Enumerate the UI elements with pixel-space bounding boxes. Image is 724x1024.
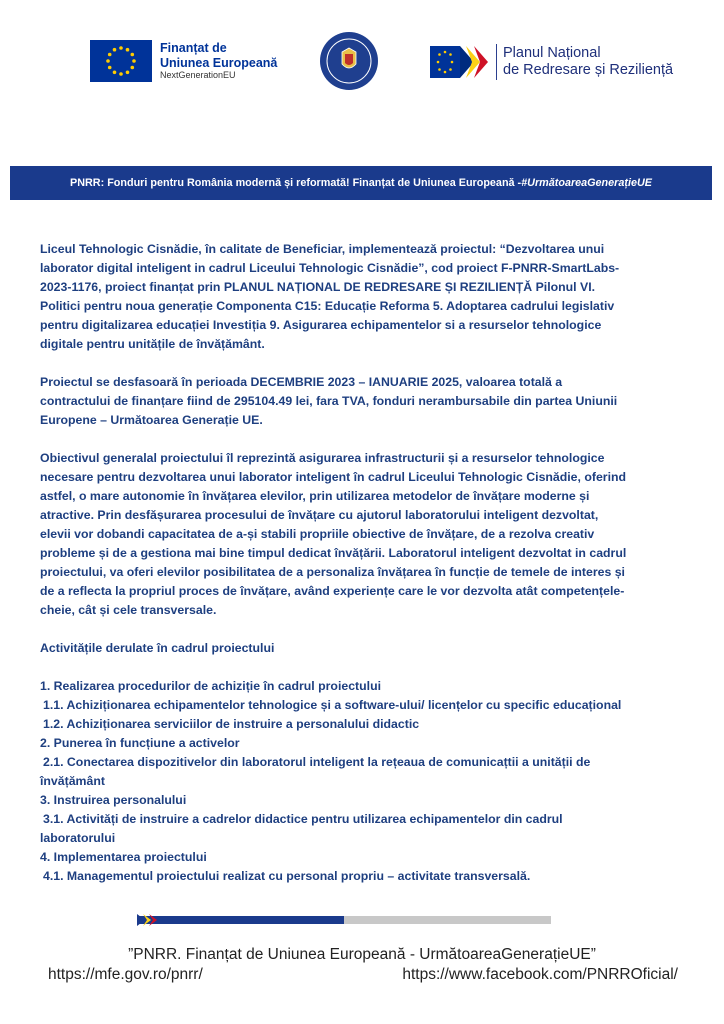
banner-text: PNRR: Fonduri pentru România modernă și reformată! Finanțat de Uniunea Europeană - bbox=[70, 177, 522, 189]
activity-line: 1.1. Achiziționarea echipamentelor tehnologice și a software-ului/ licențelor cu specific educațional bbox=[43, 698, 622, 712]
chevron-arrow-icon bbox=[137, 914, 159, 926]
text-line: probleme și de a gestiona mai bine timpul dedicat învățării. Laboratorul inteligent dezvoltat in cadrul bbox=[40, 546, 627, 560]
text-line: digitale pentru unitățile de învățământ. bbox=[40, 337, 265, 351]
paragraph-objective bbox=[40, 449, 690, 620]
pnrr-logo-line1: Planul Național bbox=[503, 45, 601, 62]
eu-logo-line3: NextGenerationEU bbox=[160, 70, 236, 81]
text-line: Politici pentru noua generație Componenta C15: Educație Reforma 5. Adoptarea cadrului legislativ bbox=[40, 299, 615, 313]
activity-line: învățământ bbox=[40, 774, 105, 788]
footer-links bbox=[48, 966, 678, 984]
activities-list bbox=[40, 677, 690, 886]
paragraph-intro bbox=[40, 240, 690, 354]
pnrr-flag-icon bbox=[430, 44, 494, 80]
progress-fill bbox=[137, 916, 344, 924]
text-line: laborator digital inteligent in cadrul Liceului Tehnologic Cisnădie”, cod proiect F-PNRR-SmartLabs- bbox=[40, 261, 620, 275]
pnrr-logo-line2: de Redresare și Reziliență bbox=[503, 62, 674, 78]
project-description bbox=[40, 240, 690, 886]
text-line: 2023-1176, proiect finanțat prin PLANUL NAȚIONAL DE REDRESARE ȘI REZILIENȚĂ Pilonul VI. bbox=[40, 280, 596, 294]
activity-line: 3. Instruirea personalului bbox=[40, 793, 187, 807]
activity-line: 1.2. Achiziționarea serviciilor de instruire a personalului didactic bbox=[43, 717, 420, 731]
text-line: Liceul Tehnologic Cisnădie, în calitate de Beneficiar, implementează proiectul: “Dezvoltarea unui bbox=[40, 242, 605, 256]
text-line: necesare pentru dezvoltarea unui laborator inteligent în cadrul Liceului Tehnologic Cisnădie, oferind bbox=[40, 470, 627, 484]
decorative-progress-bar bbox=[137, 916, 551, 924]
activity-line: laboratorului bbox=[40, 831, 116, 845]
text-line: Obiectivul generalal proiectului îl reprezintă asigurarea infrastructurii și a resurselor tehnologice bbox=[40, 451, 605, 465]
paragraph-period-value bbox=[40, 373, 690, 430]
guvernul-romaniei-seal-icon bbox=[320, 32, 378, 90]
activities-title: Activitățile derulate în cadrul proiectului bbox=[40, 641, 275, 655]
activity-line: 3.1. Activități de instruire a cadrelor didactice pentru utilizarea echipamentelor din cadrul bbox=[43, 812, 563, 826]
text-line: Europene – Următoarea Generație UE. bbox=[40, 413, 263, 427]
text-line: proiectului, va oferi elevilor posibilitatea de a personaliza învățarea în funcție de temele de interes și bbox=[40, 565, 625, 579]
activity-line: 4. Implementarea proiectului bbox=[40, 850, 207, 864]
pnrr-logo bbox=[430, 44, 673, 80]
facebook-link[interactable]: https://www.facebook.com/PNRROficial/ bbox=[402, 966, 678, 983]
banner-hashtag: #UrmătoareaGenerațieUE bbox=[521, 177, 652, 189]
header-logos bbox=[0, 30, 724, 100]
pnrr-divider bbox=[496, 44, 497, 80]
activity-line: 2.1. Conectarea dispozitivelor din laboratorul inteligent la rețeaua de comunicațtii a unității de bbox=[43, 755, 591, 769]
activity-line: 4.1. Managementul proiectului realizat cu personal propriu – activitate transversală. bbox=[43, 869, 531, 883]
mfe-link[interactable]: https://mfe.gov.ro/pnrr/ bbox=[48, 966, 203, 983]
text-line: pentru digitalizarea educației Investiția 9. Asigurarea echipamentelor si a resurselor tehnologice bbox=[40, 318, 602, 332]
text-line: elevii vor dobandi capacitatea de a-și stabili propriile obiective de învățare, de a rezolva creativ bbox=[40, 527, 595, 541]
activity-line: 2. Punerea în funcțiune a activelor bbox=[40, 736, 240, 750]
activity-line: 1. Realizarea procedurilor de achiziție în cadrul proiectului bbox=[40, 679, 381, 693]
text-line: cheie, cât și cele transversale. bbox=[40, 603, 217, 617]
text-line: Proiectul se desfasoară în perioada DECEMBRIE 2023 – IANUARIE 2025, valoarea totală a bbox=[40, 375, 563, 389]
text-line: astfel, o mare autonomie în învățarea elevilor, prin utilizarea metodelor de învățare moderne și bbox=[40, 489, 590, 503]
eu-flag-icon bbox=[90, 40, 152, 82]
eu-logo-line1: Finanțat de bbox=[160, 41, 227, 56]
footer-slogan: ”PNRR. Finanțat de Uniunea Europeană - UrmătoareaGenerațieUE” bbox=[128, 946, 596, 963]
funding-banner bbox=[10, 166, 712, 200]
text-line: atractive. Prin desfășurarea procesului de învățare cu ajutorul laboratorului inteligent dezvoltat, bbox=[40, 508, 599, 522]
eu-logo-line2: Uniunea Europeană bbox=[160, 55, 278, 70]
eu-funding-logo bbox=[90, 40, 277, 82]
text-line: de a reflecta la propriul proces de învățare, având experiențe care le vor dezvolta atât competențele- bbox=[40, 584, 625, 598]
text-line: contractului de finanțare fiind de 295104.49 lei, fara TVA, fonduri nerambursabile din partea Uniunii bbox=[40, 394, 618, 408]
